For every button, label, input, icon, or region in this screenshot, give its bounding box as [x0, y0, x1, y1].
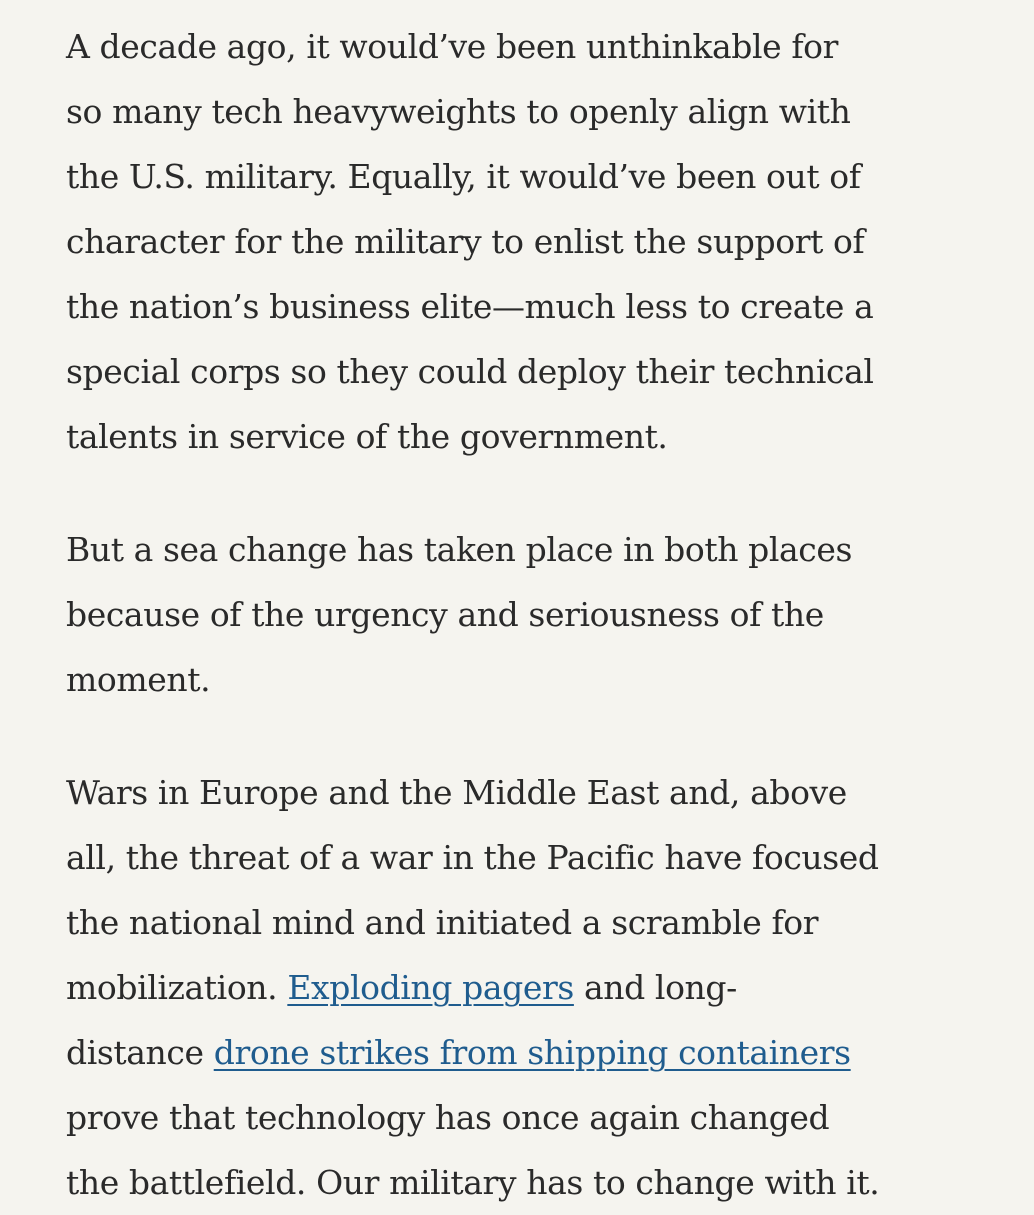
text-segment: distance	[66, 1033, 214, 1072]
text-line: character for the military to enlist the support of	[66, 222, 865, 261]
text-line: special corps so they could deploy their technical	[66, 352, 874, 391]
text-segment: mobilization.	[66, 968, 288, 1007]
text-line: talents in service of the government.	[66, 417, 668, 456]
text-line: the battlefield. Our military has to change with it.	[66, 1163, 880, 1202]
text-line: all, the threat of a war in the Pacific have focused	[66, 838, 879, 877]
text-line: because of the urgency and seriousness of the	[66, 595, 824, 634]
drone-strikes-link[interactable]: drone strikes from shipping containers	[213, 1033, 851, 1072]
text-line: But a sea change has taken place in both places	[66, 530, 853, 569]
text-line: so many tech heavyweights to openly align with	[66, 92, 851, 131]
text-line-with-link	[66, 1020, 1026, 1085]
paragraph-3	[66, 760, 1026, 1215]
paragraph-1	[66, 14, 1026, 469]
text-line: Wars in Europe and the Middle East and, above	[66, 773, 847, 812]
exploding-pagers-link[interactable]: Exploding pagers	[287, 968, 574, 1007]
text-line: the national mind and initiated a scramble for	[66, 903, 819, 942]
text-line: the U.S. military. Equally, it would’ve been out of	[66, 157, 861, 196]
paragraph-2	[66, 517, 1026, 712]
text-segment: and long-	[573, 968, 737, 1007]
text-line: the nation’s business elite—much less to create a	[66, 287, 874, 326]
article-body	[66, 14, 1026, 1215]
text-line: A decade ago, it would’ve been unthinkable for	[66, 27, 839, 66]
text-line-with-link	[66, 955, 1026, 1020]
text-line: prove that technology has once again changed	[66, 1098, 830, 1137]
text-line: moment.	[66, 660, 211, 699]
